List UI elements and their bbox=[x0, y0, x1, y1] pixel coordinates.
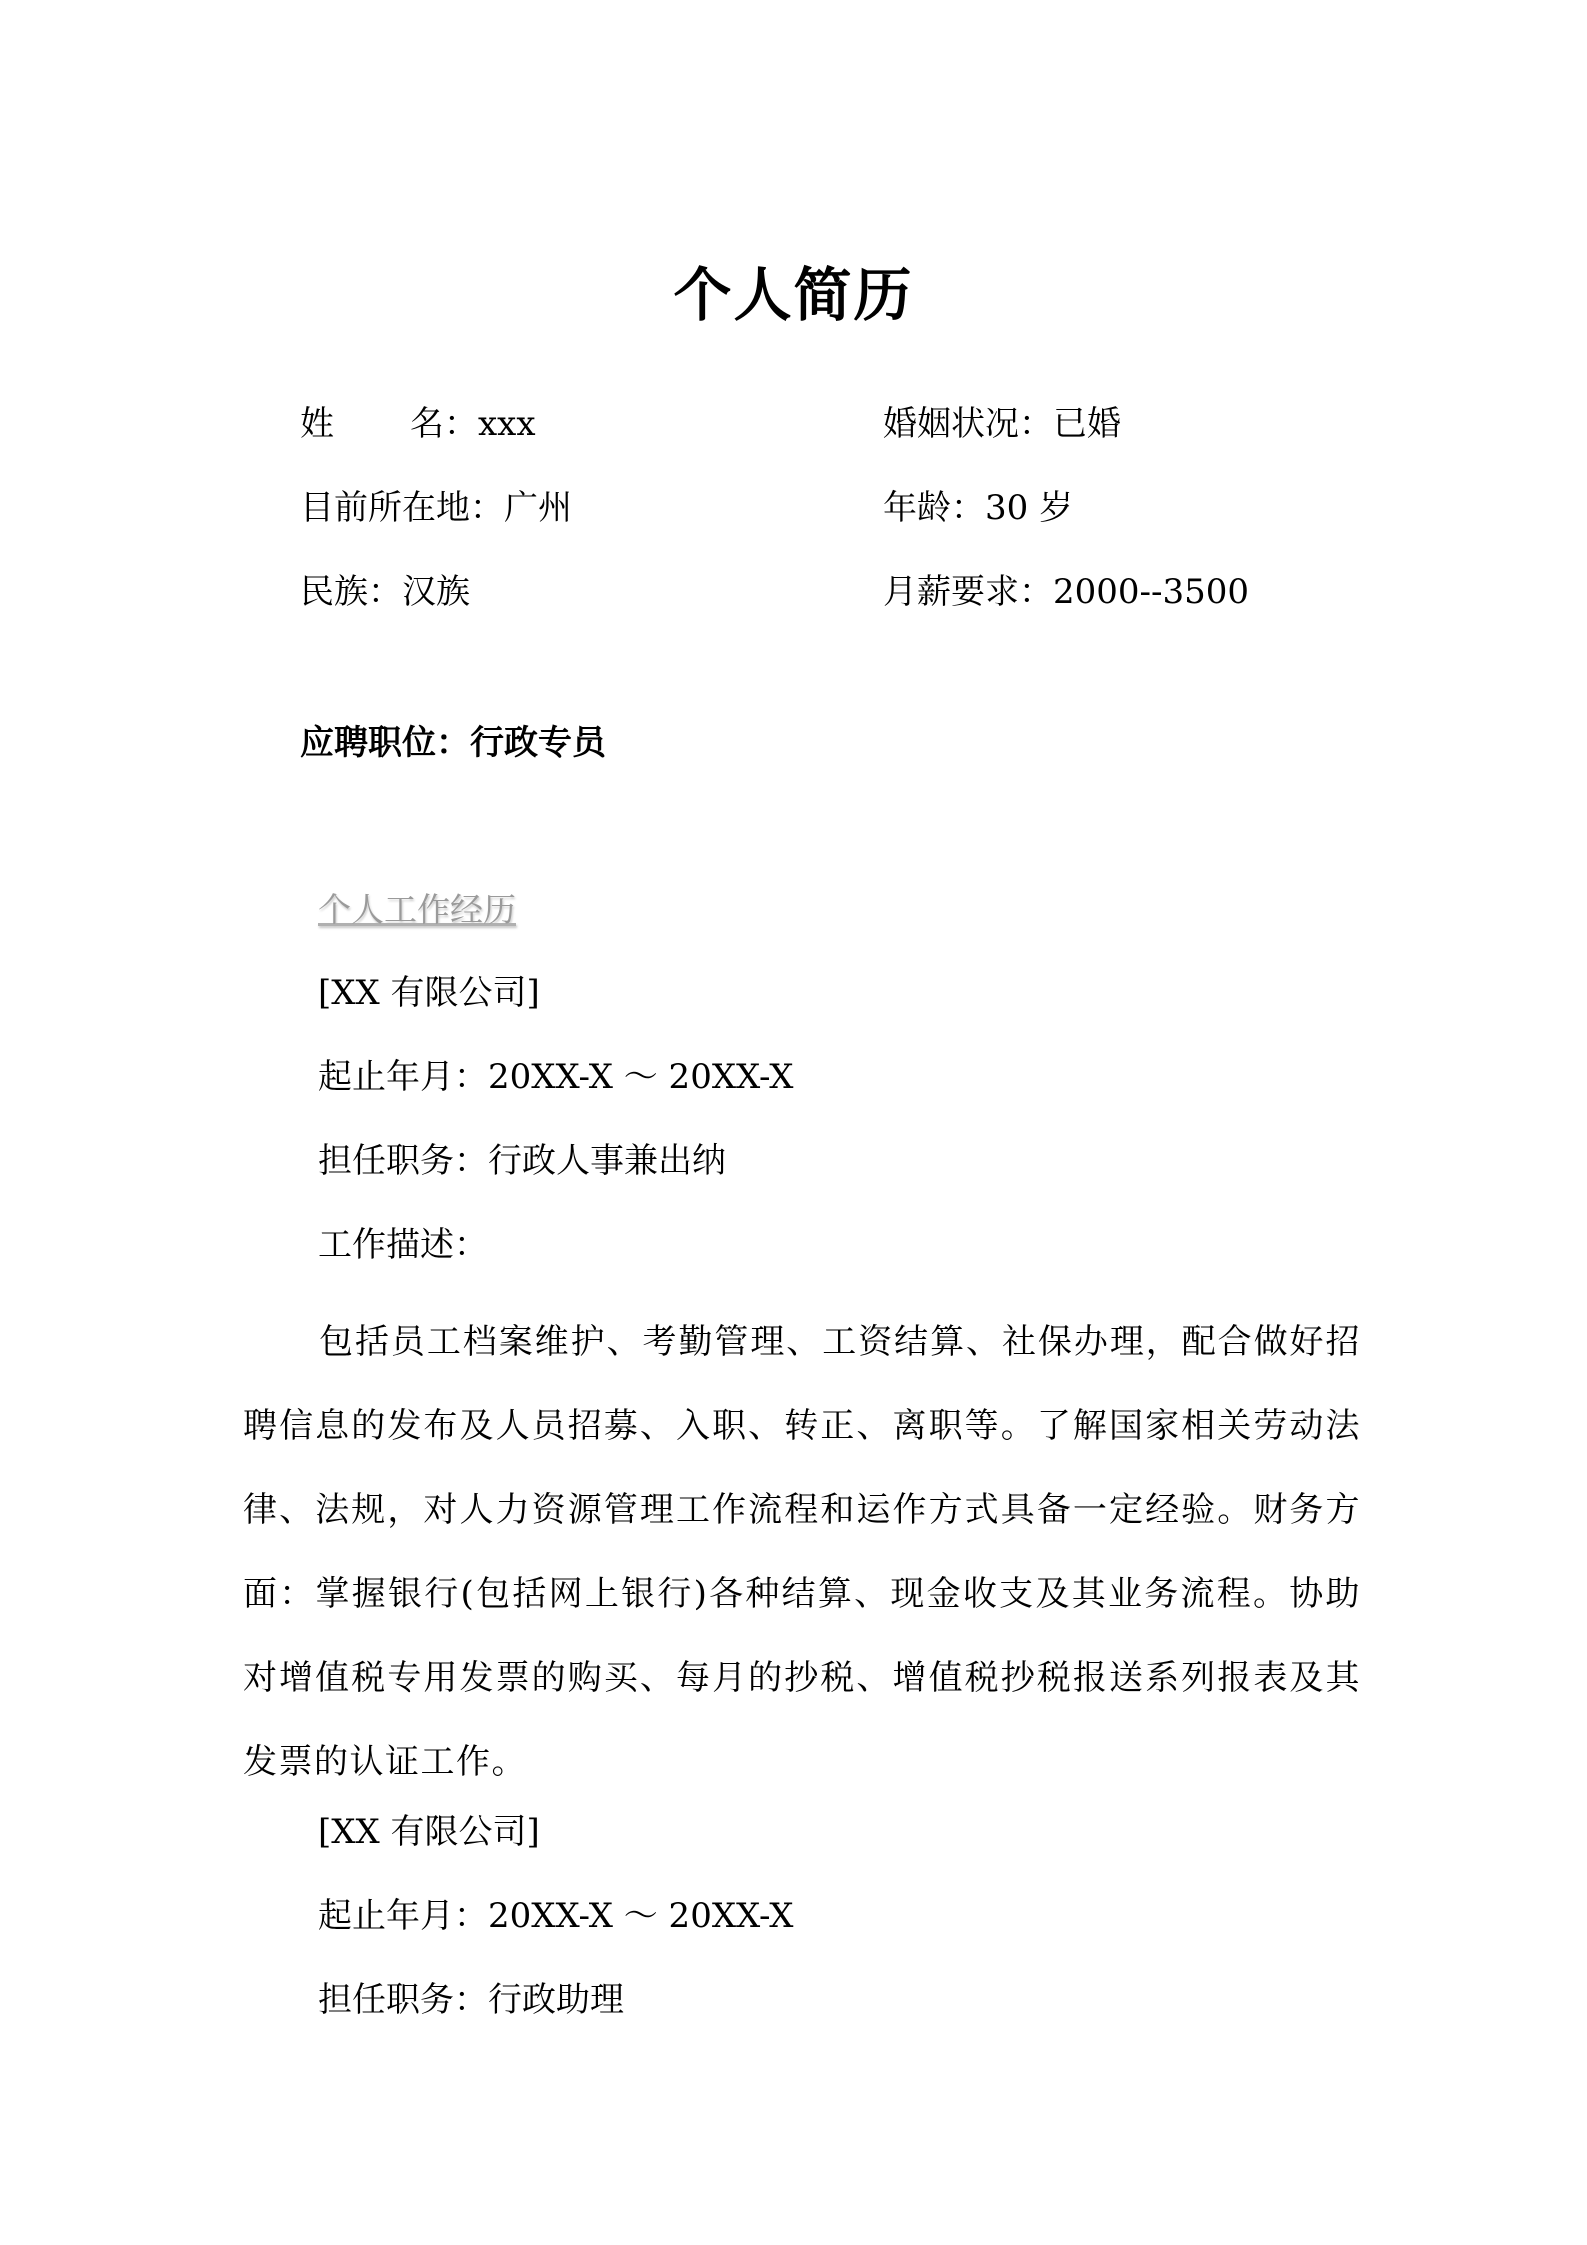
job-1-company: [XX 有限公司] bbox=[318, 973, 540, 1013]
job-1-period-label: 起止年月： bbox=[318, 1057, 488, 1097]
salary-label: 月薪要求： bbox=[883, 572, 1053, 612]
position-label: 应聘职位： bbox=[300, 723, 470, 763]
job-2-role bbox=[318, 1980, 624, 2020]
job-2-period-label: 起止年月： bbox=[318, 1896, 488, 1936]
job-1-role bbox=[318, 1141, 726, 1181]
ethnicity-field bbox=[300, 572, 470, 612]
page-title: 个人简历 bbox=[673, 261, 914, 329]
job-1-description-label: 工作描述： bbox=[318, 1225, 488, 1265]
job-2-role-value: 行政助理 bbox=[488, 1980, 624, 2020]
job-1-role-label: 担任职务： bbox=[318, 1141, 488, 1181]
name-field bbox=[300, 404, 536, 444]
applied-position bbox=[300, 723, 606, 763]
job-2-company: [XX 有限公司] bbox=[318, 1812, 540, 1852]
job-2-period bbox=[318, 1896, 794, 1936]
location-label: 目前所在地： bbox=[300, 488, 504, 528]
work-history-heading: 个人工作经历 bbox=[318, 890, 516, 929]
ethnicity-value: 汉族 bbox=[402, 572, 470, 612]
ethnicity-label: 民族： bbox=[300, 572, 402, 612]
name-label-first: 姓 bbox=[300, 404, 334, 444]
job-1-description: 包括员工档案维护、考勤管理、工资结算、社保办理，配合做好招聘信息的发布及人员招募、入职、转正、离职等。了解国家相关劳动法律、法规，对人力资源管理工作流程和运作方式具备一定经验。财务方面：掌握银行(包括网上银行)各种结算、现金收支及其业务流程。协助对增值税专用发票的购买、每月的抄税、增值税抄税报送系列报表及其发票的认证工作。 bbox=[243, 1322, 1361, 1782]
name-value: xxx bbox=[478, 404, 536, 444]
age-label: 年龄： bbox=[883, 488, 985, 528]
age-value: 30 岁 bbox=[985, 488, 1074, 528]
age-field bbox=[883, 488, 1073, 528]
marital-label: 婚姻状况： bbox=[883, 404, 1053, 444]
job-1-period bbox=[318, 1057, 794, 1097]
salary-value: 2000--3500 bbox=[1053, 572, 1250, 612]
salary-field bbox=[883, 572, 1249, 612]
job-2-period-value: 20XX-X ～ 20XX-X bbox=[488, 1896, 794, 1936]
location-field bbox=[300, 488, 572, 528]
job-1-role-value: 行政人事兼出纳 bbox=[488, 1141, 726, 1181]
marital-value: 已婚 bbox=[1053, 404, 1121, 444]
location-value: 广州 bbox=[504, 488, 572, 528]
job-2-role-label: 担任职务： bbox=[318, 1980, 488, 2020]
position-value: 行政专员 bbox=[470, 723, 606, 763]
name-label-second: 名： bbox=[410, 404, 478, 444]
marital-field bbox=[883, 404, 1121, 444]
job-1-period-value: 20XX-X ～ 20XX-X bbox=[488, 1057, 794, 1097]
